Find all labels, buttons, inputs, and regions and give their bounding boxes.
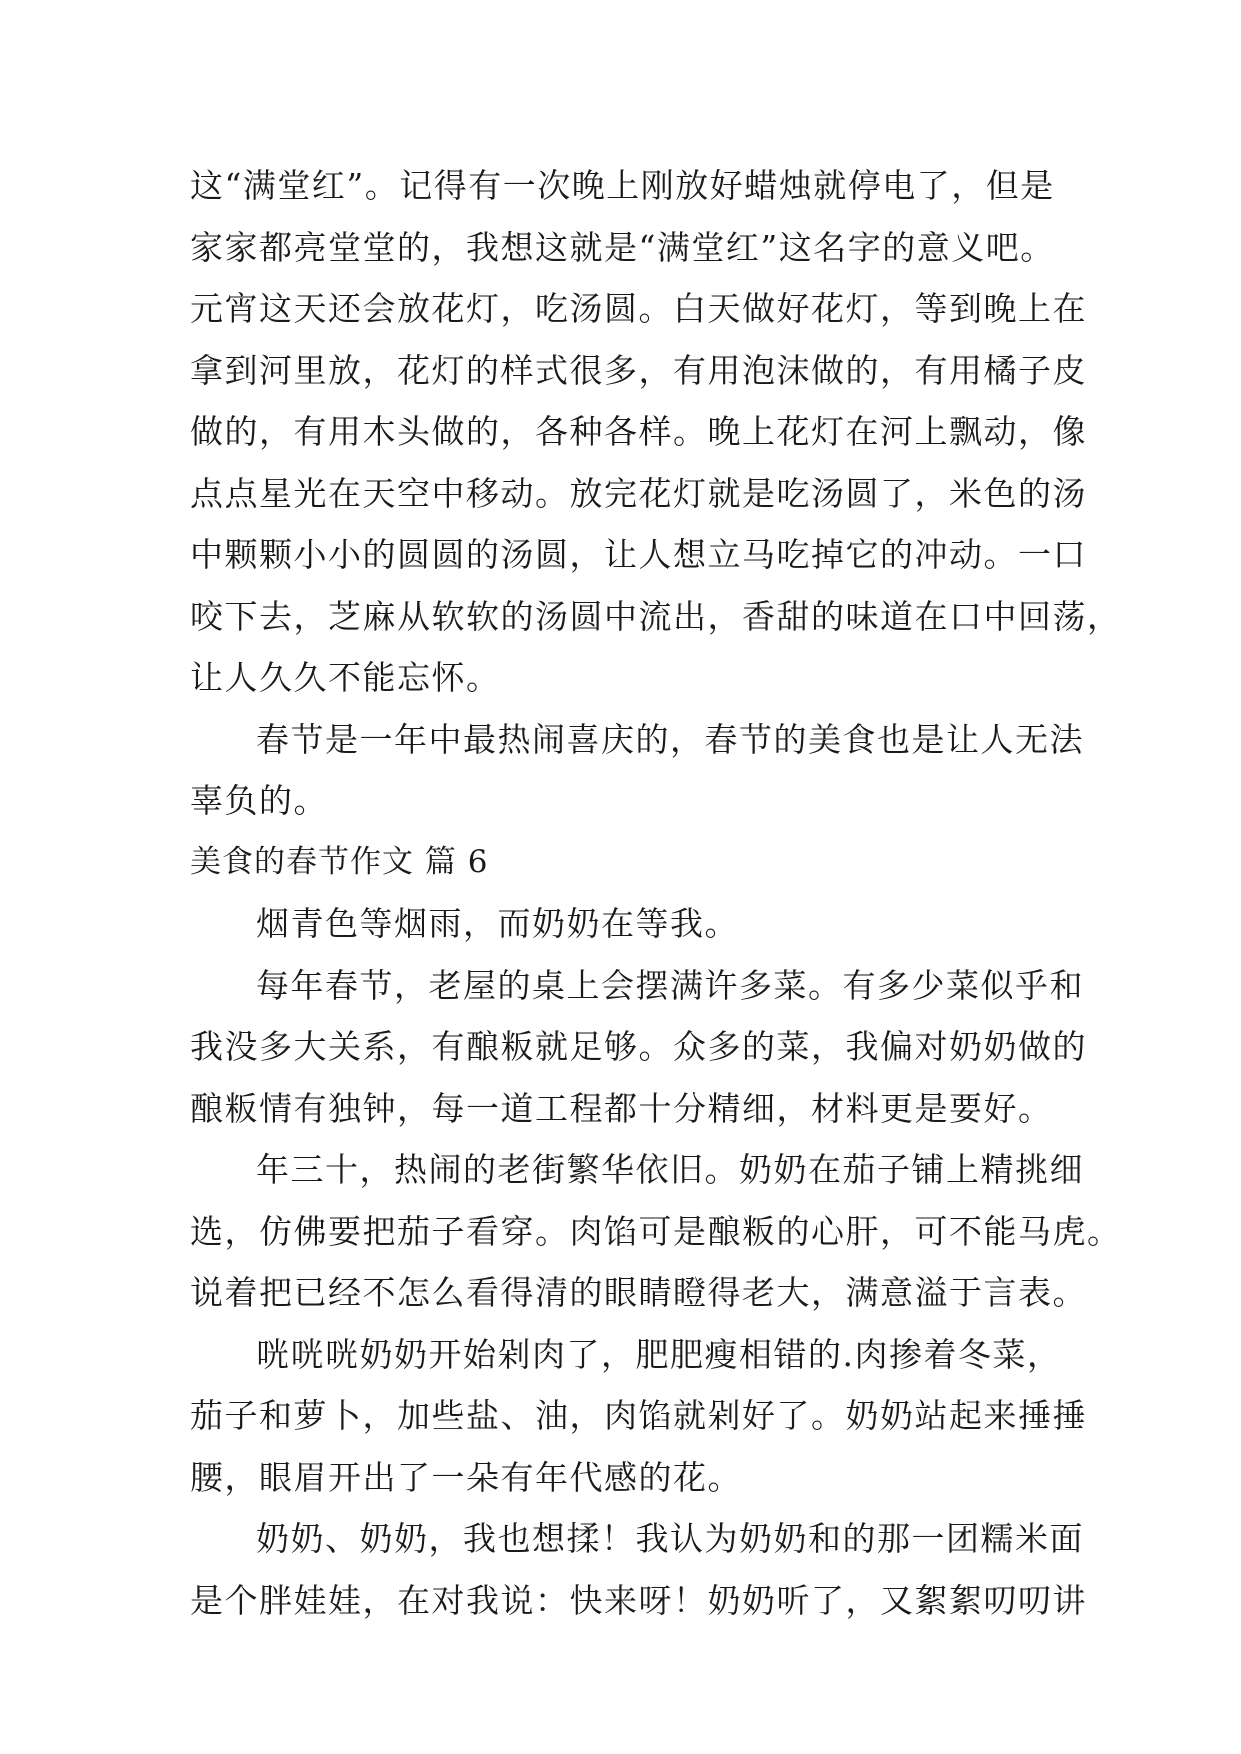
text-line: 辜负的。 [190,781,328,820]
text-line: 选，仿佛要把茄子看穿。肉馅可是酿粄的心肝，可不能马虎。 [190,1211,1122,1251]
section-heading: 美食的春节作文 篇 6 [190,843,489,880]
text-line: 拿到河里放，花灯的样式很多，有用泡沫做的，有用橘子皮 [190,350,1087,390]
paragraph-start-line: 咣咣咣奶奶开始剁肉了，肥肥瘦相错的.肉掺着冬菜， [256,1334,1062,1374]
text-line: 咬下去，芝麻从软软的汤圆中流出，香甜的味道在口中回荡， [190,596,1122,636]
text-line: 让人久久不能忘怀。 [190,658,501,697]
paragraph-start-line: 每年春节，老屋的桌上会摆满许多菜。有多少菜似乎和 [256,965,1084,1005]
text-line: 做的，有用木头做的，各种各样。晚上花灯在河上飘动，像 [190,412,1087,451]
text-line: 中颗颗小小的圆圆的汤圆，让人想立马吃掉它的冲动。一口 [190,535,1087,574]
text-line: 元宵这天还会放花灯，吃汤圆。白天做好花灯，等到晚上在 [190,289,1087,328]
text-line: 这“满堂红”。记得有一次晚上刚放好蜡烛就停电了，但是 [190,166,1055,205]
document-body [190,155,1122,1631]
text-line: 点点星光在天空中移动。放完花灯就是吃汤圆了，米色的汤 [190,473,1087,513]
text-line: 酿粄情有独钟，每一道工程都十分精细，材料更是要好。 [190,1088,1053,1128]
text-line: 我没多大关系，有酿粄就足够。众多的菜，我偏对奶奶做的 [190,1027,1087,1066]
paragraph-start-line: 春节是一年中最热闹喜庆的，春节的美食也是让人无法 [256,719,1084,759]
paragraph-start-line: 年三十，热闹的老街繁华依旧。奶奶在茄子铺上精挑细 [256,1150,1084,1189]
text-line: 家家都亮堂堂的，我想这就是“满堂红”这名字的意义吧。 [190,227,1055,267]
paragraph-start-line: 烟青色等烟雨，而奶奶在等我。 [256,904,739,943]
text-line: 茄子和萝卜，加些盐、油，肉馅就剁好了。奶奶站起来捶捶 [190,1396,1087,1435]
text-line: 腰，眼眉开出了一朵有年代感的花。 [190,1457,742,1497]
text-line: 说着把已经不怎么看得清的眼睛瞪得老大，满意溢于言表。 [190,1273,1087,1312]
paragraph-start-line: 奶奶、奶奶，我也想揉！我认为奶奶和的那一团糯米面 [256,1519,1084,1558]
text-line: 是个胖娃娃，在对我说：快来呀！奶奶听了，又絮絮叨叨讲 [190,1580,1087,1620]
